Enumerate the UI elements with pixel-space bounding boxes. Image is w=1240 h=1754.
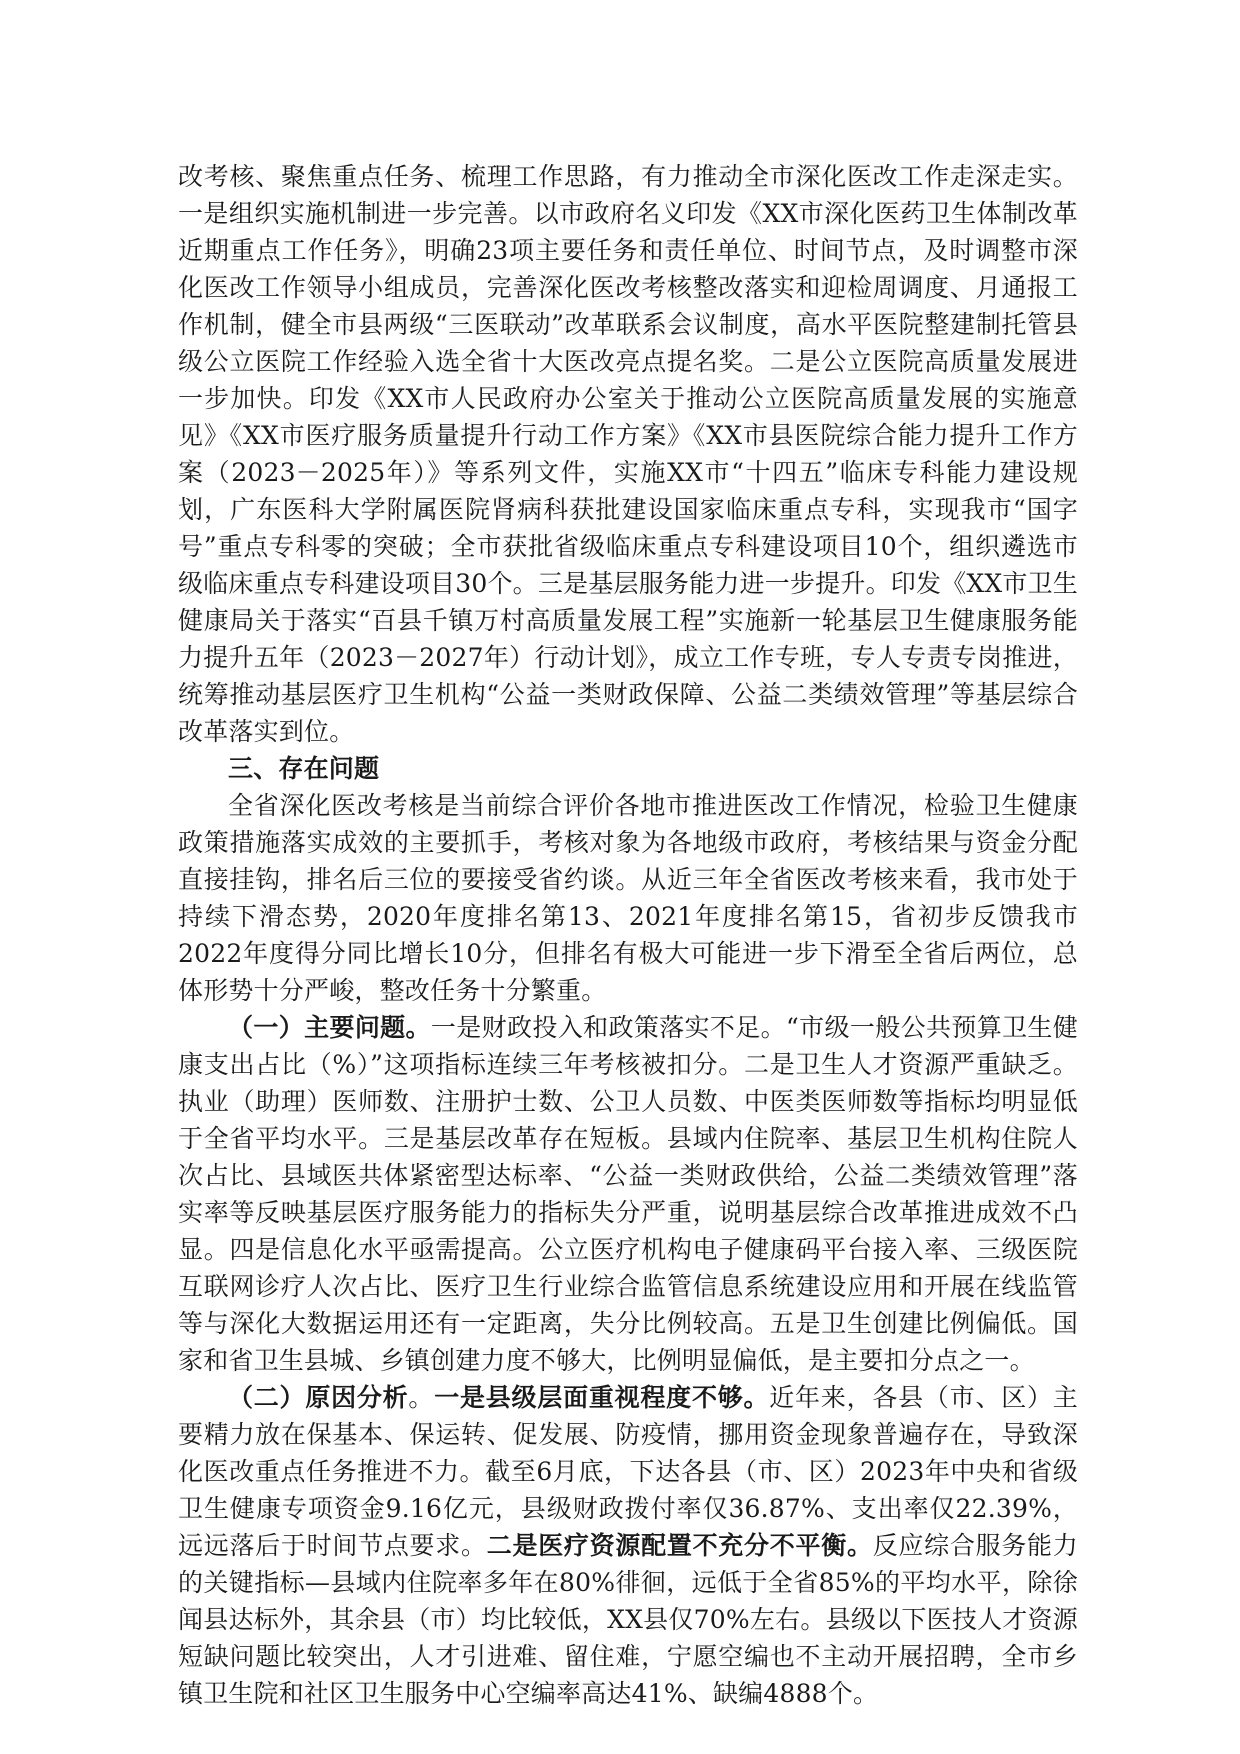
document-page (178, 158, 1078, 1712)
cause-analysis-heading: （二）原因分析 (228, 1383, 409, 1412)
main-problems-body: 一是财政投入和政策落实不足。“市级一般公共预算卫生健康支出占比（%）”这项指标连续三年考核被扣分。二是卫生人才资源严重缺乏。执业（助理）医师数、注册护士数、公卫人员数、中医类医师数等指标均明显低于全省平均水平。三是基层改革存在短板。县域内住院率、基层卫生机构住院人次占比、县域医共体紧密型达标率、“公益一类财政供给，公益二类绩效管理”落实率等反映基层医疗服务能力的指标失分严重，说明基层综合改革推进成效不凸显。四是信息化水平亟需提高。公立医疗机构电子健康码平台接入率、三级医院互联网诊疗人次占比、医疗卫生行业综合监管信息系统建设应用和开展在线监管等与深化大数据运用还有一定距离，失分比例较高。五是卫生创建比例偏低。国家和省卫生县城、乡镇创建力度不够大，比例明显偏低，是主要扣分点之一。 (178, 1013, 1079, 1375)
paragraph-cause-analysis (178, 1379, 1078, 1712)
paragraph-reform-progress: 改考核、聚焦重点任务、梳理工作思路，有力推动全市深化医改工作走深走实。一是组织实施机制进一步完善。以市政府名义印发《XX市深化医药卫生体制改革近期重点工作任务》，明确23项主要任务和责任单位、时间节点，及时调整市深化医改工作领导小组成员，完善深化医改考核整改落实和迎检周调度、月通报工作机制，健全市县两级“三医联动”改革联系会议制度，高水平医院整建制托管县级公立医院工作经验入选全省十大医改亮点提名奖。二是公立医院高质量发展进一步加快。印发《XX市人民政府办公室关于推动公立医院高质量发展的实施意见》《XX市医疗服务质量提升行动工作方案》《XX市县医院综合能力提升工作方案（2023－2025年）》等系列文件，实施XX市“十四五”临床专科能力建设规划，广东医科大学附属医院肾病科获批建设国家临床重点专科，实现我市“国字号”重点专科零的突破；全市获批省级临床重点专科建设项目10个，组织遴选市级临床重点专科建设项目30个。三是基层服务能力进一步提升。印发《XX市卫生健康局关于落实“百县千镇万村高质量发展工程”实施新一轮基层卫生健康服务能力提升五年（2023－2027年）行动计划》，成立工作专班，专人专责专岗推进，统筹推动基层医疗卫生机构“公益一类财政保障、公益二类绩效管理”等基层综合改革落实到位。 (178, 162, 1078, 746)
cause-two-body: 反应综合服务能力的关键指标—县域内住院率多年在80%徘徊，远低于全省85%的平均水平，除徐闻县达标外，其余县（市）均比较低，XX县仅70%左右。县级以下医技人才资源短缺问题比较突出，人才引进难、留住难，宁愿空编也不主动开展招聘，全市乡镇卫生院和社区卫生服务中心空编率高达41%、缺编4888个。 (178, 1531, 1078, 1708)
section-heading-existing-problems: 三、存在问题 (228, 754, 380, 783)
paragraph-main-problems (178, 1009, 1078, 1379)
paragraph-assessment-overview: 全省深化医改考核是当前综合评价各地市推进医改工作情况，检验卫生健康政策措施落实成效的主要抓手，考核对象为各地级市政府，考核结果与资金分配直接挂钩，排名后三位的要接受省约谈。从近三年全省医改考核来看，我市处于持续下滑态势，2020年度排名第13、2021年度排名第15，省初步反馈我市2022年度得分同比增长10分，但排名有极大可能进一步下滑至全省后两位，总体形势十分严峻，整改任务十分繁重。 (178, 791, 1078, 1005)
cause-one-body: 近年来，各县（市、区）主要精力放在保基本、保运转、促发展、防疫情，挪用资金现象普遍存在，导致深化医改重点任务推进不力。截至6月底，下达各县（市、区）2023年中央和省级卫生健康专项资金9.16亿元，县级财政拨付率仅36.87%、支出率仅22.39%，远远落后于时间节点要求。 (178, 1383, 1078, 1560)
cause-two-heading: 二是医疗资源配置不充分不平衡。 (486, 1531, 873, 1560)
cause-analysis-punct: 。 (408, 1383, 435, 1412)
main-problems-heading: （一）主要问题。 (228, 1013, 431, 1042)
cause-one-heading: 一是县级层面重视程度不够。 (434, 1383, 770, 1412)
